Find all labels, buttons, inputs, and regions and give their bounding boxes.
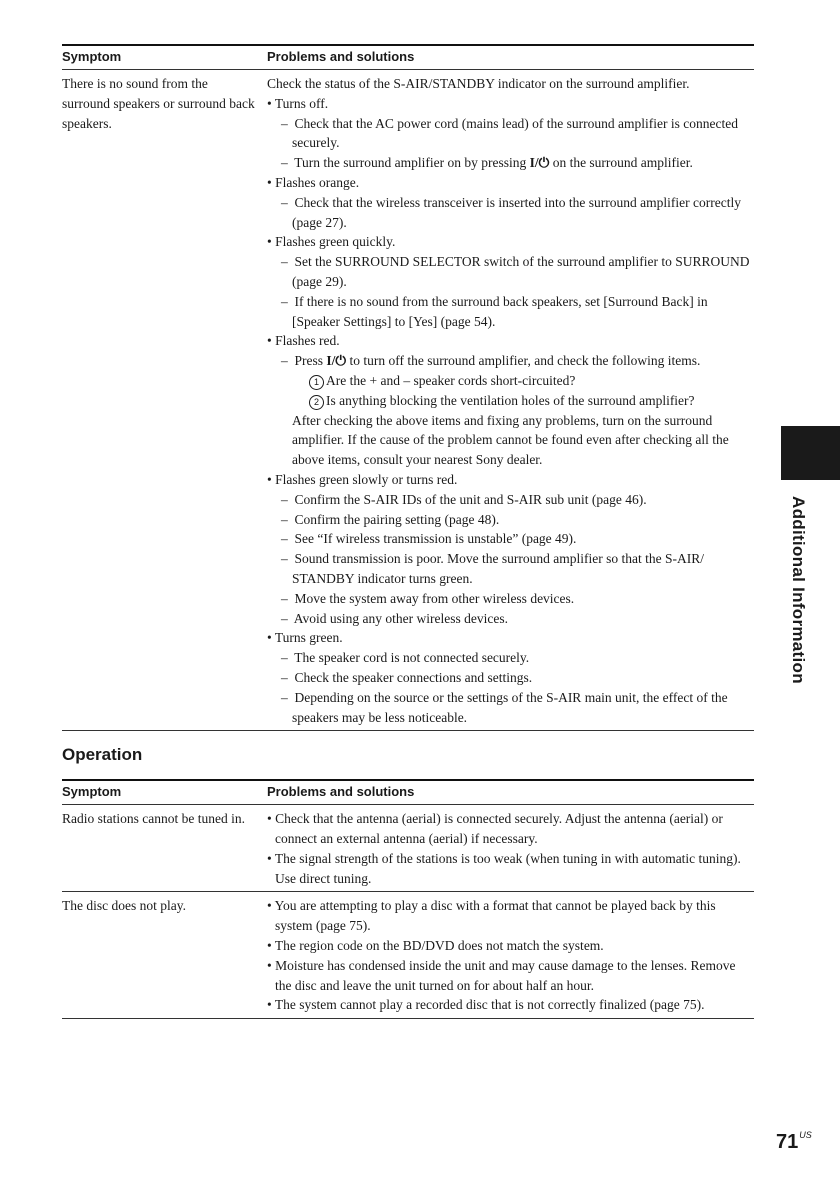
symptom-cell: The disc does not play. xyxy=(62,898,186,914)
solution-item: – Move the system away from other wireless devices. xyxy=(281,590,575,606)
table-row xyxy=(62,69,754,731)
solution-item: • The region code on the BD/DVD does not match the system. xyxy=(267,938,604,954)
solution-item: – Depending on the source or the settings of the S-AIR main unit, the effect of the speakers may be less noticeable. xyxy=(281,689,728,725)
status-flashes-green-quickly: • Flashes green quickly. xyxy=(267,234,396,250)
solution-item: • You are attempting to play a disc with a format that cannot be played back by this system (page 75). xyxy=(267,898,716,934)
solution-item: • Moisture has condensed inside the unit and may cause damage to the lenses. Remove the disc and leave the unit turned on for about half an hour. xyxy=(267,957,736,993)
header-solutions: Problems and solutions xyxy=(267,49,415,64)
header-solutions: Problems and solutions xyxy=(267,784,415,800)
side-section-label: Additional Information xyxy=(789,496,808,684)
solution-item: – Sound transmission is poor. Move the surround amplifier so that the S-AIR/ STANDBY indicator turns green. xyxy=(281,551,704,586)
table-header xyxy=(62,779,754,804)
solution-item: – Set the SURROUND SELECTOR switch of the surround amplifier to SURROUND (page 29). xyxy=(281,254,750,289)
solution-item: – Press I/⏻ to turn off the surround amplifier, and check the following items. xyxy=(281,353,701,369)
solution-intro: Check the status of the S-AIR/STANDBY indicator on the surround amplifier. xyxy=(267,76,690,91)
page-suffix: US xyxy=(799,1130,812,1140)
solutions-cell xyxy=(267,809,754,888)
solution-item: – Check that the wireless transceiver is inserted into the surround amplifier correctly (page 27). xyxy=(281,194,741,230)
section-title: Operation xyxy=(62,745,143,765)
solutions-cell xyxy=(267,896,754,1015)
solution-item: • The signal strength of the stations is too weak (when tuning in with automatic tuning). Use direct tuning. xyxy=(267,850,741,886)
circled-number-icon: 2 xyxy=(309,395,324,410)
symptom-cell: There is no sound from the surround speakers or surround back speakers. xyxy=(62,76,255,131)
symptom-cell: Radio stations cannot be tuned in. xyxy=(62,811,245,827)
page-number: $71^{US}$ xyxy=(776,1130,812,1153)
solution-item: – Confirm the S-AIR IDs of the unit and S-AIR sub unit (page 46). xyxy=(281,491,647,507)
status-flashes-orange: • Flashes orange. xyxy=(267,174,360,190)
solutions-cell xyxy=(267,74,754,727)
solution-item: – If there is no sound from the surround back speakers, set [Surround Back] in [Speaker Settings] to [Yes] (page 54). xyxy=(281,293,708,329)
solution-item: – Confirm the pairing setting (page 48). xyxy=(281,511,500,527)
check-item-1: 1 Are the + and – speaker cords short-circuited? xyxy=(267,371,754,391)
solution-item: – Check that the AC power cord (mains lead) of the surround amplifier is connected securely. xyxy=(281,115,738,151)
power-icon: I/⏻ xyxy=(326,353,347,369)
section-tab-marker xyxy=(781,426,840,480)
circled-number-icon: 1 xyxy=(309,375,324,390)
page-content xyxy=(62,44,754,1019)
solution-item: • Check that the antenna (aerial) is connected securely. Adjust the antenna (aerial) or connect an external antenna (aerial) if necessary. xyxy=(267,811,723,847)
status-flashes-green-slowly: • Flashes green slowly or turns red. xyxy=(267,471,458,487)
table-row xyxy=(62,891,754,1019)
solution-item: – Turn the surround amplifier on by pressing I/⏻ on the surround amplifier. xyxy=(281,155,693,171)
status-turns-green: • Turns green. xyxy=(267,630,343,646)
status-flashes-red: • Flashes red. xyxy=(267,333,340,349)
solution-item: – Check the speaker connections and settings. xyxy=(281,669,533,685)
status-turns-off: • Turns off. xyxy=(267,95,329,111)
check-item-2: 2 Is anything blocking the ventilation holes of the surround amplifier? xyxy=(267,391,754,411)
solution-item: – Avoid using any other wireless devices. xyxy=(281,610,508,626)
solution-note: After checking the above items and fixing any problems, turn on the surround amplifier. If the cause of the problem cannot be found even after checking all the above items, consult your nearest Sony dealer. xyxy=(292,412,729,468)
solution-item: – See “If wireless transmission is unstable” (page 49). xyxy=(281,531,577,547)
solution-item: • The system cannot play a recorded disc that is not correctly finalized (page 75). xyxy=(267,997,705,1013)
header-symptom: Symptom xyxy=(62,784,122,800)
table-row xyxy=(62,804,754,891)
table-header xyxy=(62,44,754,69)
header-symptom: Symptom xyxy=(62,49,122,64)
power-icon: I/⏻ xyxy=(529,155,550,171)
solution-item: – The speaker cord is not connected securely. xyxy=(281,650,530,666)
